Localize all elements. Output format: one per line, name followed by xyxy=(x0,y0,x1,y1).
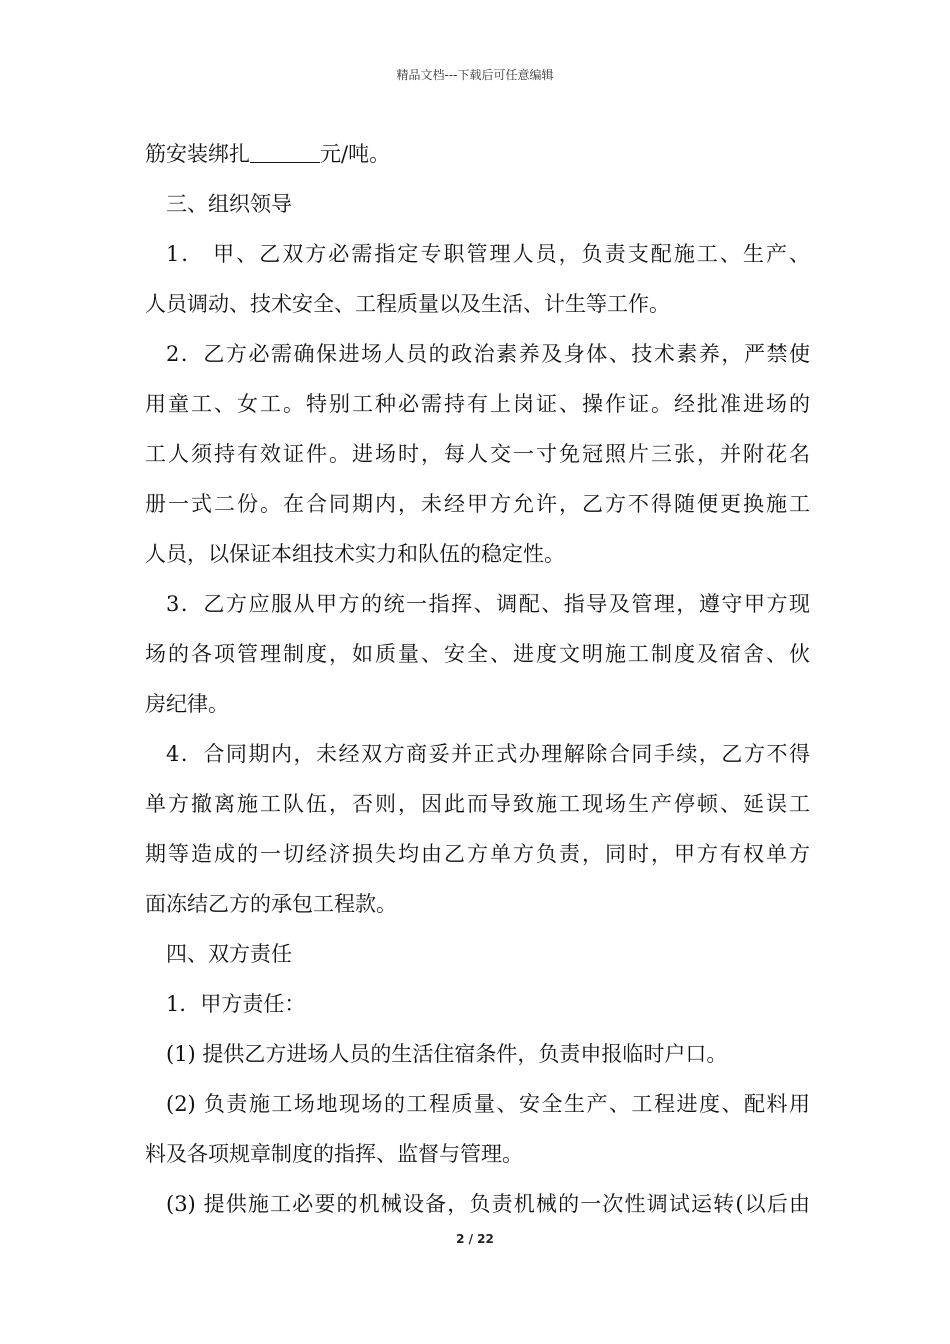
text-line: 料及各项规章制度的指挥、监督与管理。 xyxy=(145,1142,523,1166)
text-line: 4．合同期内，未经双方商妥并正式办理解除合同手续，乙方不得 xyxy=(166,742,810,766)
text-line: 期等造成的一切经济损失均由乙方单方负责，同时，甲方有权单方 xyxy=(145,842,810,866)
text-line: 用童工、女工。特别工种必需持有上岗证、操作证。经批准进场的 xyxy=(145,392,810,416)
text-line: 3．乙方应服从甲方的统一指挥、调配、指导及管理，遵守甲方现 xyxy=(166,592,810,616)
text-line: (2) 负责施工场地现场的工程质量、安全生产、工程进度、配料用 xyxy=(166,1092,810,1116)
subsection-heading: 1．甲方责任： xyxy=(166,992,306,1016)
fill-in-blank xyxy=(250,141,320,163)
text-line: 2．乙方必需确保进场人员的政治素养及身体、技术素养，严禁使 xyxy=(166,342,810,366)
text-line: 册一式二份。在合同期内，未经甲方允许，乙方不得随便更换施工 xyxy=(145,492,810,516)
section-heading: 四、双方责任 xyxy=(166,942,292,966)
section-heading: 三、组织领导 xyxy=(166,192,292,216)
text-line: 人员调动、技术安全、工程质量以及生活、计生等工作。 xyxy=(145,292,670,316)
page-header-watermark: 精品文档---下载后可任意编辑 xyxy=(396,68,554,82)
text-line: 人员，以保证本组技术实力和队伍的稳定性。 xyxy=(145,542,565,566)
text-line: 场的各项管理制度，如质量、安全、进度文明施工制度及宿舍、伙 xyxy=(145,642,810,666)
text-line: 筋安装绑扎 元/吨。 xyxy=(145,142,391,166)
text-line: 房纪律。 xyxy=(145,692,229,716)
document-body xyxy=(145,129,810,1229)
text-line: 工人须持有效证件。进场时，每人交一寸免冠照片三张，并附花名 xyxy=(145,442,810,466)
text-line: 1． 甲、乙双方必需指定专职管理人员，负责支配施工、生产、 xyxy=(166,242,810,266)
text-line: (1) 提供乙方进场人员的生活住宿条件，负责申报临时户口。 xyxy=(166,1042,728,1066)
text-line: 单方撤离施工队伍，否则，因此而导致施工现场生产停顿、延误工 xyxy=(145,792,810,816)
page-number: 2 / 22 xyxy=(456,1232,494,1246)
text-line: 面冻结乙方的承包工程款。 xyxy=(145,892,397,916)
text-line: (3) 提供施工必要的机械设备，负责机械的一次性调试运转(以后由 xyxy=(166,1192,810,1216)
